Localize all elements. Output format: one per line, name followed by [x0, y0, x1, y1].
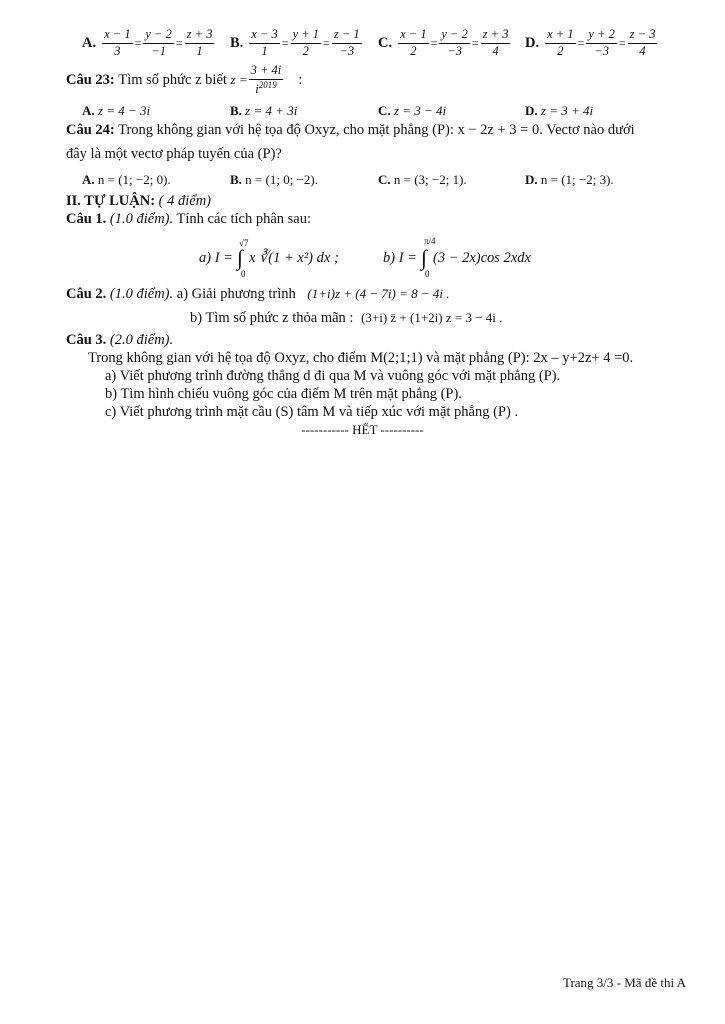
q23-text: Tìm số phức z biết	[118, 71, 227, 88]
q23-stem: Câu 23: Tìm số phức z biết z = $\frac{3 + 4i}{i^{2019}}$ :	[66, 63, 303, 96]
q23-label: Câu 23:	[66, 71, 115, 88]
q23-option-b: B. z = 4 + 3i	[230, 103, 298, 118]
c2-part-a: Câu 2. (1.0 điểm). a) Giải phương trình (1+i)z + (4 − 7i) = 8 − 4i .	[66, 286, 450, 302]
q22-option-a: A. $\frac{x - 1}{3}$ = $\frac{y - 2}{-1}$ = $\frac{z + 3}{1}$	[82, 27, 213, 58]
q24-option-a: A. n = (1; −2; 0).	[82, 172, 171, 187]
q23-option-d: D. z = 3 + 4i	[525, 103, 594, 118]
q24-stem-line1	[66, 122, 676, 139]
c3-b: b) Tìm hình chiếu vuông góc của điểm M trên mặt phẳng (P).	[105, 386, 462, 402]
c1-integral-b: b) I = ∫ π/4 0 (3 − 2x)cos 2xdx	[383, 236, 531, 279]
c1-stem: Câu 1. (1.0 điểm). Tính các tích phân sau:	[66, 211, 311, 227]
integral-sign-a: ∫ √7 0	[236, 238, 249, 279]
q22-option-c: C. $\frac{x - 1}{2}$ = $\frac{y - 2}{-3}$ = $\frac{z + 3}{4}$	[378, 27, 509, 58]
q24-line1: Trong không gian với hệ tọa độ Oxyz, cho mặt phẳng (P): x − 2z + 3 = 0. Vectơ nào dưới	[118, 122, 635, 138]
integral-sign-b: ∫ π/4 0	[420, 236, 436, 279]
c3-a: a) Viết phương trình đường thẳng d đi qua M và vuông góc với mặt phẳng (P).	[105, 368, 561, 384]
q24-label: Câu 24:	[66, 122, 115, 138]
q24-option-b: B. n = (1; 0; −2).	[230, 172, 318, 187]
q22-option-b: B. $\frac{x - 3}{1}$ = $\frac{y + 1}{2}$ = $\frac{z - 1}{-3}$	[230, 27, 360, 58]
q23-formula: $\frac{3 + 4i}{i^{2019}}$	[250, 63, 282, 96]
q23-formula-lhs: z =	[230, 72, 248, 88]
q23-option-a: A. z = 4 − 3i	[82, 103, 151, 118]
c3-stem: Câu 3. (2.0 điểm).	[66, 332, 174, 348]
c3-c: c) Viết phương trình mặt cầu (S) tâm M và tiếp xúc với mặt phẳng (P) .	[105, 404, 519, 420]
q24-option-d: D. n = (1; −2; 3).	[525, 172, 614, 187]
c1-integral-a: a) I = ∫ √7 0 x ∛(1 + x²) dx ;	[199, 238, 339, 279]
part2-heading: II. TỰ LUẬN: ( 4 điểm)	[66, 193, 211, 209]
end-mark: ----------- HẾT ----------	[301, 422, 424, 437]
c3-intro: Trong không gian với hệ tọa độ Oxyz, cho điểm M(2;1;1) và mặt phẳng (P): 2x – y+2z+ 4 =0.	[88, 350, 634, 366]
c2-part-b: b) Tìm số phức z thỏa mãn : (3+i) z̄ + (1+2i) z = 3 − 4i .	[190, 310, 503, 326]
q22-option-d: D. $\frac{x + 1}{2}$ = $\frac{y + 2}{-3}$ = $\frac{z - 3}{4}$	[525, 27, 656, 58]
page-footer: Trang 3/3 - Mã đề thi A	[562, 975, 686, 990]
q24-option-c: C. n = (3; −2; 1).	[378, 172, 467, 187]
q24-line2: đây là một vectơ pháp tuyến của (P)?	[66, 146, 282, 162]
q23-option-c: C. z = 3 − 4i	[378, 103, 447, 118]
